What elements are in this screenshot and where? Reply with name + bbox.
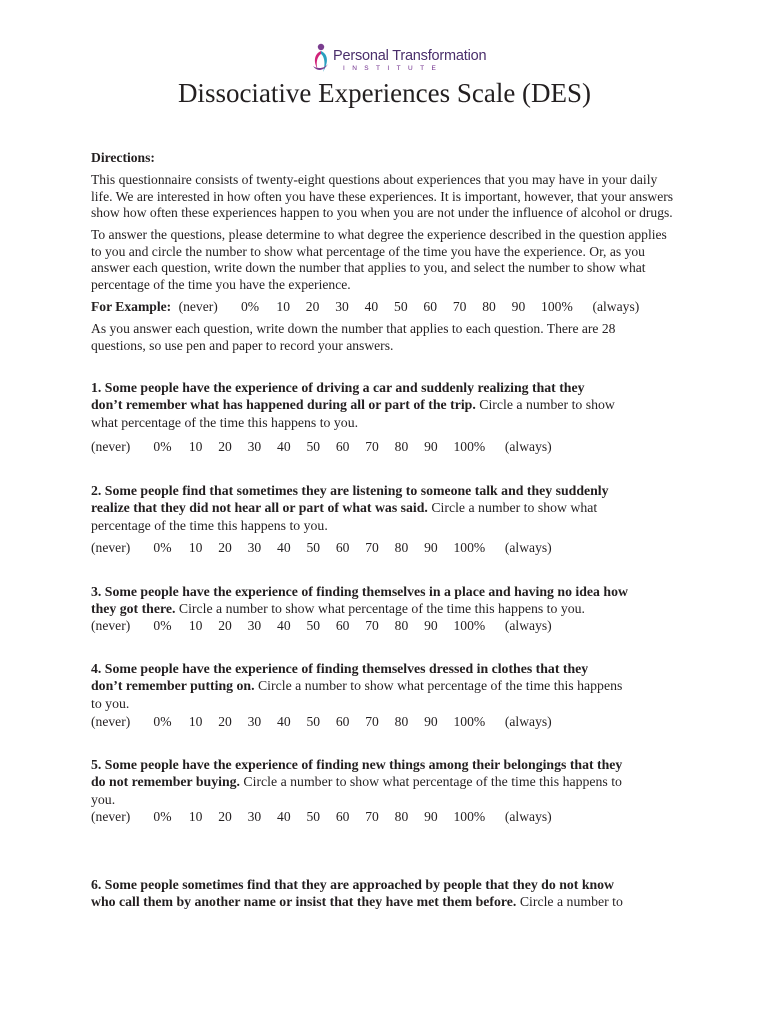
scale-step: 50 xyxy=(394,299,408,314)
scale-option[interactable]: 20 xyxy=(218,714,232,729)
scale-option[interactable]: 0% xyxy=(153,540,172,555)
text-line: life. We are interested in how often you have these experiences. It is important, however, that your answers xyxy=(91,188,674,204)
answer-scale-1 xyxy=(91,439,678,456)
scale-option[interactable]: 10 xyxy=(188,540,203,555)
question-line: realize that they did not hear all or part of what was said. xyxy=(91,500,428,516)
text-line: questions, so use pen and paper to record your answers. xyxy=(91,337,394,353)
question-4 xyxy=(91,660,678,712)
question-1 xyxy=(91,379,678,431)
scale-option[interactable]: 40 xyxy=(277,439,291,454)
scale-option[interactable]: 10 xyxy=(188,809,203,824)
question-line: they got there. xyxy=(91,601,176,617)
scale-always: (always) xyxy=(504,618,552,633)
scale-option[interactable]: 100% xyxy=(453,540,486,555)
scale-option[interactable]: 40 xyxy=(277,809,291,824)
question-2 xyxy=(91,482,678,534)
scale-option[interactable]: 20 xyxy=(218,439,232,454)
scale-option[interactable]: 60 xyxy=(335,714,350,729)
question-6 xyxy=(91,876,678,911)
logo-subtitle: INSTITUTE xyxy=(343,65,444,72)
question-line: 1. Some people have the experience of driving a car and suddenly realizing that they xyxy=(91,380,585,395)
question-line: 4. Some people have the experience of finding themselves dressed in clothes that they xyxy=(91,661,589,676)
scale-option[interactable]: 10 xyxy=(188,439,203,454)
scale-option[interactable]: 90 xyxy=(424,439,438,454)
scale-option[interactable]: 10 xyxy=(188,618,203,633)
scale-always: (always) xyxy=(592,299,640,314)
scale-step: 70 xyxy=(452,299,467,314)
question-5 xyxy=(91,756,678,808)
person-logo-icon xyxy=(309,42,331,74)
question-line: don’t remember what has happened during all or part of the trip. xyxy=(91,397,476,413)
question-line: what percentage of the time this happens to you. xyxy=(91,414,359,430)
scale-option[interactable]: 80 xyxy=(394,714,409,729)
scale-never: (never) xyxy=(178,299,218,314)
scale-option[interactable]: 80 xyxy=(394,809,409,824)
scale-option[interactable]: 20 xyxy=(218,618,232,633)
scale-option[interactable]: 70 xyxy=(365,540,379,555)
question-line: who call them by another name or insist that they have met them before. xyxy=(91,894,517,910)
scale-option[interactable]: 30 xyxy=(247,809,262,824)
scale-option[interactable]: 0% xyxy=(153,439,172,454)
scale-option[interactable]: 50 xyxy=(306,540,321,555)
scale-option[interactable]: 50 xyxy=(306,714,321,729)
text-line: As you answer each question, write down the number that applies to each question. There are 28 xyxy=(91,321,616,336)
text-line: to you and circle the number to show what percentage of the time you have the experience. Or, as you xyxy=(91,243,645,259)
scale-option[interactable]: 90 xyxy=(424,540,438,555)
question-instruction: Circle a number to show what xyxy=(427,500,598,516)
scale-option[interactable]: 10 xyxy=(188,714,203,729)
question-instruction: Circle a number to show what percentage of the time this happens to you. xyxy=(175,601,586,617)
scale-option[interactable]: 80 xyxy=(394,618,409,633)
scale-option[interactable]: 30 xyxy=(247,714,262,729)
question-line: do not remember buying. xyxy=(91,774,240,790)
scale-option[interactable]: 40 xyxy=(277,540,291,555)
text-line: answer each question, write down the number that applies to you, and select the number to show what xyxy=(91,260,646,276)
scale-step: 10 xyxy=(276,299,290,314)
answer-scale-4 xyxy=(91,714,678,731)
directions-paragraph-1 xyxy=(91,172,678,222)
text-line: This questionnaire consists of twenty-eight questions about experiences that you may have in your daily xyxy=(91,172,658,187)
scale-step: 90 xyxy=(511,299,526,314)
question-line: don’t remember putting on. xyxy=(91,678,255,694)
scale-step: 20 xyxy=(305,299,320,314)
directions-note xyxy=(91,321,678,354)
text-line: show how often these experiences happen to you when you are not under the influence of alcohol or drugs. xyxy=(91,205,673,221)
scale-option[interactable]: 0% xyxy=(153,714,172,729)
scale-option[interactable]: 50 xyxy=(306,809,321,824)
text-line: percentage of the time you have the experience. xyxy=(91,276,351,292)
logo xyxy=(309,40,487,78)
scale-option[interactable]: 40 xyxy=(277,714,291,729)
scale-always: (always) xyxy=(504,714,552,729)
scale-option[interactable]: 50 xyxy=(306,618,321,633)
scale-option[interactable]: 70 xyxy=(365,439,379,454)
scale-option[interactable]: 60 xyxy=(335,540,350,555)
scale-never: (never) xyxy=(91,439,131,454)
scale-step: 80 xyxy=(482,299,496,314)
scale-option[interactable]: 100% xyxy=(453,439,486,454)
text-line: To answer the questions, please determine to what degree the experience described in the question applies xyxy=(91,227,667,242)
question-line: percentage of the time this happens to you. xyxy=(91,517,328,533)
scale-option[interactable]: 20 xyxy=(218,540,232,555)
scale-option[interactable]: 50 xyxy=(306,439,321,454)
example-scale xyxy=(91,299,678,316)
scale-always: (always) xyxy=(504,540,552,555)
example-label: For Example: xyxy=(91,299,172,314)
logo-name: Personal Transformation xyxy=(333,48,487,64)
scale-option[interactable]: 80 xyxy=(394,540,409,555)
scale-option[interactable]: 100% xyxy=(453,809,486,824)
page-title: Dissociative Experiences Scale (DES) xyxy=(177,78,592,108)
question-instruction: Circle a number to show xyxy=(475,397,615,413)
question-3 xyxy=(91,583,678,618)
question-line: to you. xyxy=(91,695,130,711)
scale-option[interactable]: 70 xyxy=(365,714,379,729)
question-line: you. xyxy=(91,791,116,807)
scale-option[interactable]: 0% xyxy=(153,809,172,824)
question-line: 5. Some people have the experience of finding new things among their belongings that they xyxy=(91,757,623,772)
scale-always: (always) xyxy=(504,809,552,824)
scale-step: 0% xyxy=(240,299,260,314)
scale-option[interactable]: 30 xyxy=(247,439,262,454)
scale-step: 40 xyxy=(364,299,379,314)
scale-option[interactable]: 100% xyxy=(453,714,486,729)
directions-paragraph-2 xyxy=(91,227,678,293)
question-instruction: Circle a number to show what percentage of the time this happens xyxy=(254,678,623,694)
scale-step: 60 xyxy=(423,299,438,314)
scale-option[interactable]: 70 xyxy=(365,618,379,633)
scale-option[interactable]: 80 xyxy=(394,439,409,454)
question-line: 6. Some people sometimes find that they are approached by people that they do not know xyxy=(91,877,615,892)
scale-never: (never) xyxy=(91,809,131,824)
scale-option[interactable]: 0% xyxy=(153,618,172,633)
scale-never: (never) xyxy=(91,714,131,729)
scale-option[interactable]: 70 xyxy=(365,809,379,824)
scale-option[interactable]: 90 xyxy=(424,618,438,633)
scale-never: (never) xyxy=(91,540,131,555)
question-line: 3. Some people have the experience of finding themselves in a place and having no idea how xyxy=(91,584,628,599)
answer-scale-5 xyxy=(91,809,678,826)
scale-option[interactable]: 60 xyxy=(335,439,350,454)
scale-option[interactable]: 30 xyxy=(247,618,262,633)
scale-step: 30 xyxy=(335,299,349,314)
answer-scale-3 xyxy=(91,618,678,635)
question-instruction: Circle a number to show what percentage of the time this happens to xyxy=(239,774,622,790)
scale-option[interactable]: 60 xyxy=(335,809,350,824)
scale-option[interactable]: 90 xyxy=(424,714,438,729)
scale-option[interactable]: 20 xyxy=(218,809,232,824)
question-instruction: Circle a number to xyxy=(516,894,623,910)
directions-heading: Directions: xyxy=(91,150,155,165)
scale-option[interactable]: 100% xyxy=(453,618,486,633)
scale-option[interactable]: 60 xyxy=(335,618,350,633)
answer-scale-2 xyxy=(91,540,678,557)
scale-option[interactable]: 90 xyxy=(424,809,438,824)
scale-option[interactable]: 30 xyxy=(247,540,262,555)
scale-step: 100% xyxy=(541,299,573,314)
scale-never: (never) xyxy=(91,618,131,633)
scale-option[interactable]: 40 xyxy=(277,618,291,633)
question-line: 2. Some people find that sometimes they are listening to someone talk and they suddenly xyxy=(91,483,609,498)
scale-always: (always) xyxy=(504,439,552,454)
